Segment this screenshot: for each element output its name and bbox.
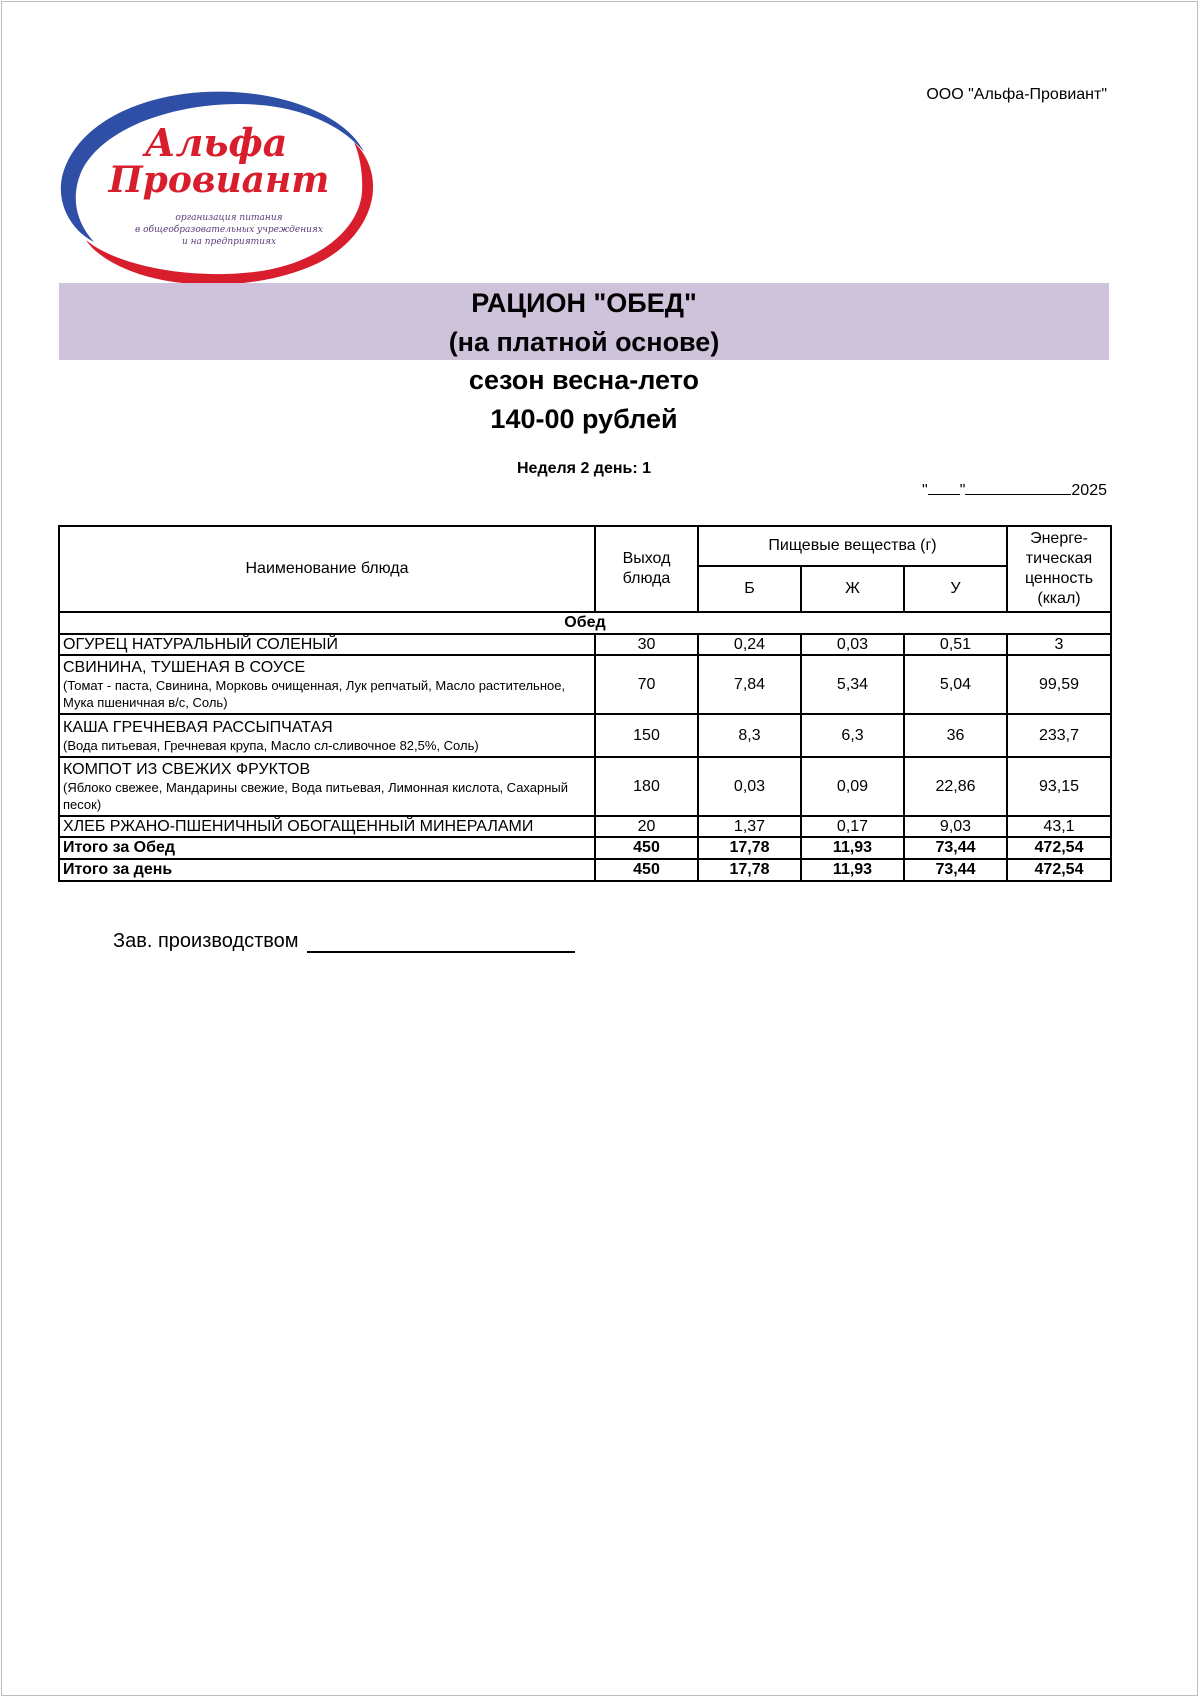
dish-yield: 30 (595, 634, 698, 655)
week-day: Неделя 2 день: 1 (516, 460, 652, 477)
total-yield: 450 (595, 837, 698, 859)
title-price: 140-00 рублей (490, 403, 678, 434)
logo-tagline-3: и на предприятиях (181, 237, 277, 247)
dish-yield: 20 (595, 816, 698, 837)
title-block (59, 284, 1109, 438)
col-header-u: У (904, 566, 1007, 612)
signature-label: Зав. производством (113, 930, 299, 952)
col-header-yield: Выход блюда (595, 526, 698, 612)
table-row (59, 655, 1111, 714)
dish-protein: 0,24 (698, 634, 801, 655)
logo-tagline-1: организация питания (175, 213, 283, 223)
dish-carbs: 9,03 (904, 816, 1007, 837)
dish-fat: 0,03 (801, 634, 904, 655)
dish-yield: 70 (595, 655, 698, 714)
company-name: ООО "Альфа-Провиант" (926, 86, 1107, 103)
logo-line1: Альфа (144, 120, 288, 165)
dish-composition: (Яблоко свежее, Мандарины свежие, Вода питьевая, Лимонная кислота, Сахарный песок) (63, 780, 569, 812)
table-row (59, 714, 1111, 757)
dish-yield: 150 (595, 714, 698, 757)
section-label: Обед (59, 612, 1111, 634)
dish-fat: 6,3 (801, 714, 904, 757)
dish-energy: 43,1 (1007, 816, 1111, 837)
dish-composition: (Вода питьевая, Гречневая крупа, Масло сл-сливочное 82,5%, Соль) (63, 737, 479, 753)
total-energy: 472,54 (1007, 859, 1111, 881)
table-row (59, 757, 1111, 816)
dish-name: ХЛЕБ РЖАНО-ПШЕНИЧНЫЙ ОБОГАЩЕННЫЙ МИНЕРАЛАМИ (63, 818, 534, 835)
col-header-nutrients: Пищевые вещества (г) (698, 526, 1007, 566)
table-row (59, 816, 1111, 837)
dish-energy: 99,59 (1007, 655, 1111, 714)
logo-line2: Провиант (108, 159, 330, 201)
dish-fat: 0,17 (801, 816, 904, 837)
total-fat: 11,93 (801, 837, 904, 859)
dish-name: КАША ГРЕЧНЕВАЯ РАССЫПЧАТАЯ (63, 718, 333, 736)
dish-protein: 1,37 (698, 816, 801, 837)
total-label: Итого за Обед (59, 837, 595, 859)
dish-energy: 3 (1007, 634, 1111, 655)
title-line-2: (на платной основе) (448, 326, 720, 357)
dish-protein: 0,03 (698, 757, 801, 816)
dish-yield: 180 (595, 757, 698, 816)
title-line-1: РАЦИОН "ОБЕД" (471, 288, 697, 318)
dish-energy: 233,7 (1007, 714, 1111, 757)
total-carbs: 73,44 (904, 859, 1007, 881)
dish-carbs: 36 (904, 714, 1007, 757)
title-line-3: сезон весна-лето (468, 365, 700, 395)
total-energy: 472,54 (1007, 837, 1111, 859)
dish-carbs: 5,04 (904, 655, 1007, 714)
col-header-b: Б (698, 566, 801, 612)
dish-name: ОГУРЕЦ НАТУРАЛЬНЫЙ СОЛЕНЫЙ (63, 636, 338, 653)
total-protein: 17,78 (698, 837, 801, 859)
total-label: Итого за день (59, 859, 595, 881)
logo-tagline-2: в общеобразовательных учреждениях (135, 225, 323, 235)
total-protein: 17,78 (698, 859, 801, 881)
date-year: 2025 (1071, 482, 1107, 499)
dish-carbs: 22,86 (904, 757, 1007, 816)
col-header-zh: Ж (801, 566, 904, 612)
dish-name: КОМПОТ ИЗ СВЕЖИХ ФРУКТОВ (63, 761, 311, 778)
company-logo (54, 82, 389, 290)
dish-composition: (Томат - паста, Свинина, Морковь очищенная, Лук репчатый, Масло растительное, Мука пшеничная в/с, Соль) (63, 678, 566, 710)
col-header-name: Наименование блюда (59, 526, 595, 612)
total-row (59, 859, 1111, 881)
total-yield: 450 (595, 859, 698, 881)
date-field: " " 2025 (922, 482, 1107, 499)
dish-fat: 5,34 (801, 655, 904, 714)
table-row (59, 634, 1111, 655)
dish-fat: 0,09 (801, 757, 904, 816)
dish-protein: 8,3 (698, 714, 801, 757)
total-row (59, 837, 1111, 859)
signature-block (113, 930, 575, 953)
signature-line (307, 931, 575, 953)
col-header-energy: Энерге-тическая ценность (ккал) (1007, 526, 1111, 612)
menu-table (58, 525, 1112, 882)
total-fat: 11,93 (801, 859, 904, 881)
dish-energy: 93,15 (1007, 757, 1111, 816)
dish-protein: 7,84 (698, 655, 801, 714)
dish-carbs: 0,51 (904, 634, 1007, 655)
dish-name: СВИНИНА, ТУШЕНАЯ В СОУСЕ (63, 659, 306, 676)
total-carbs: 73,44 (904, 837, 1007, 859)
